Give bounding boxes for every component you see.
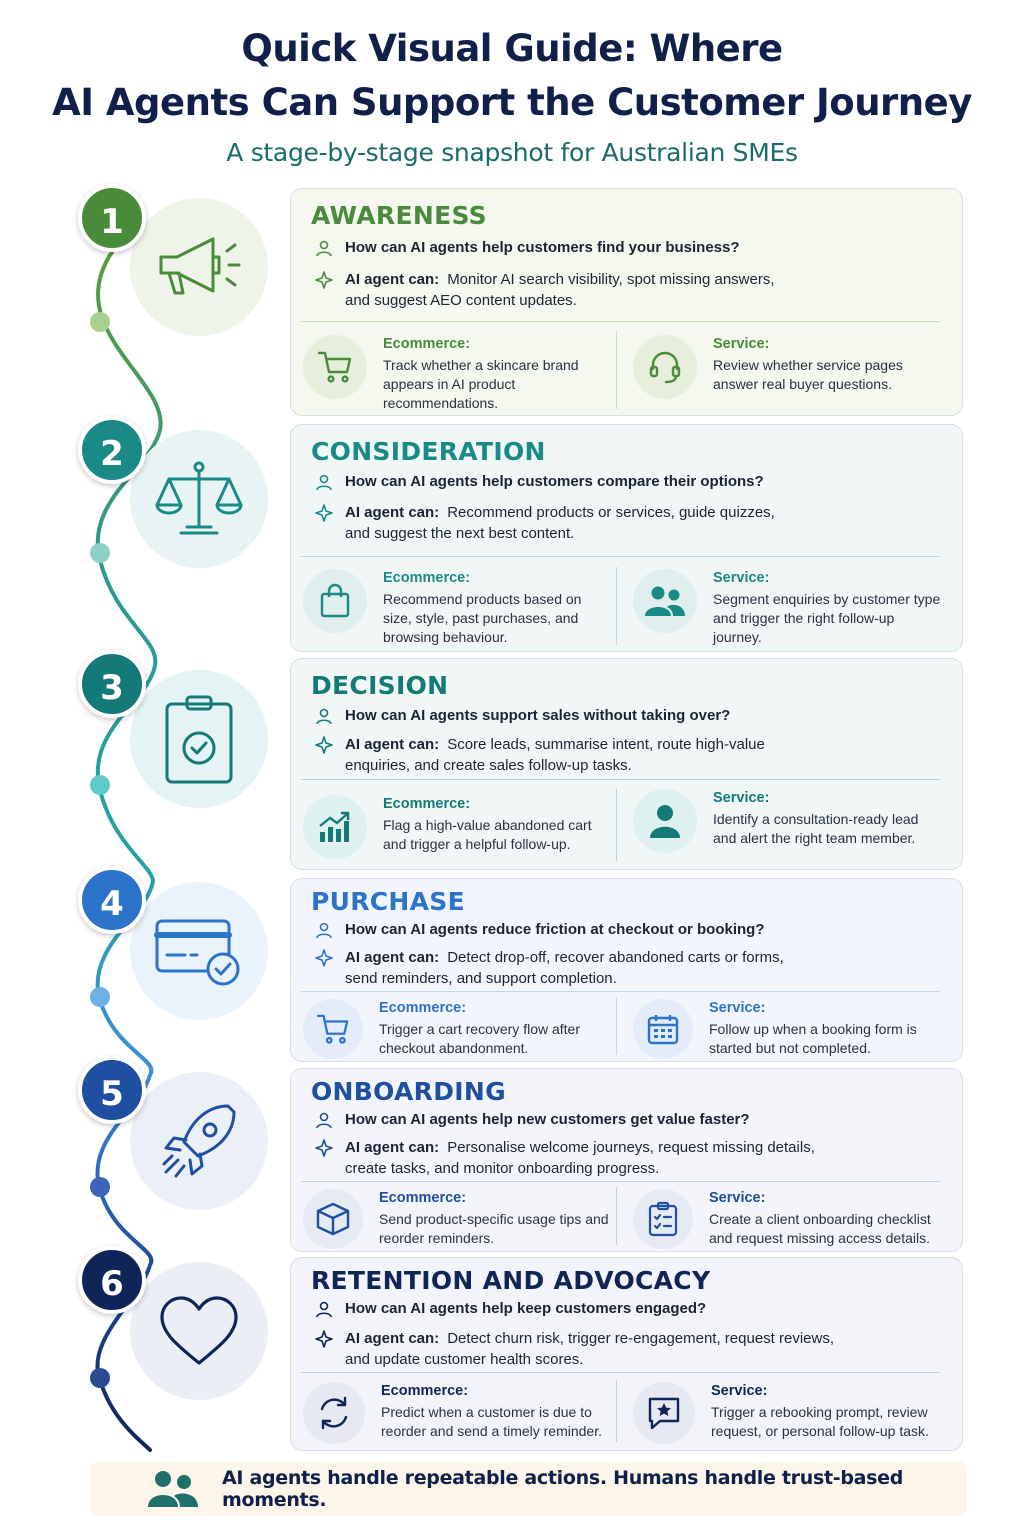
stage-icon-circle (130, 430, 268, 568)
column-divider (616, 567, 617, 645)
agent-text-line1: Detect drop-off, recover abandoned carts or forms, (447, 949, 784, 966)
stage-title: DECISION (311, 671, 449, 700)
stage-number: 4 (78, 866, 146, 934)
agent-text-line2: enquiries, and create sales follow-up tasks. (345, 757, 632, 774)
agent-text-line2: and update customer health scores. (345, 1351, 584, 1368)
ecommerce-text: Recommend products based on size, style, past purchases, and browsing behaviour. (383, 591, 582, 645)
ecommerce-example (303, 795, 613, 859)
service-text: Follow up when a booking form is started but not completed. (709, 1021, 917, 1056)
agent-text-line1: Detect churn risk, trigger re-engagement, request reviews, (447, 1330, 835, 1347)
agent-label: AI agent can: (345, 271, 440, 288)
service-label: Service: (709, 1000, 766, 1016)
agent-text-line2: and suggest the next best content. (345, 525, 575, 542)
heart-icon (157, 1293, 241, 1369)
service-text: Identify a consultation-ready lead and alert the right team member. (713, 811, 919, 846)
question-row (313, 1109, 750, 1130)
agent-text-line2: create tasks, and monitor onboarding progress. (345, 1160, 660, 1177)
agent-text-line2: send reminders, and support completion. (345, 970, 617, 987)
stage-card (290, 1257, 963, 1451)
rocket-icon (156, 1098, 242, 1184)
service-example (633, 335, 943, 399)
stage-card (290, 424, 963, 652)
stage-title: AWARENESS (311, 201, 487, 230)
agent-label: AI agent can: (345, 736, 440, 753)
ecommerce-text: Flag a high-value abandoned cart and trigger a helpful follow-up. (383, 817, 592, 852)
column-divider (616, 331, 617, 409)
agent-text-line1: Recommend products or services, guide quizzes, (447, 504, 775, 521)
stage-number: 3 (78, 650, 146, 718)
sub-icon-circle (303, 999, 363, 1059)
question-text: How can AI agents help new customers get value faster? (345, 1111, 750, 1128)
agent-label: AI agent can: (345, 949, 440, 966)
question-row (313, 1298, 706, 1319)
divider (301, 779, 940, 780)
sub-icon-circle (633, 335, 697, 399)
footer-text: AI agents handle repeatable actions. Humans handle trust-based moments. (222, 1467, 904, 1511)
service-text: Review whether service pages answer real buyer questions. (713, 357, 903, 392)
ecommerce-label: Ecommerce: (379, 1190, 467, 1206)
question-row (313, 237, 740, 258)
ecommerce-example (303, 1189, 609, 1249)
column-divider (616, 997, 617, 1055)
question-text: How can AI agents help keep customers engaged? (345, 1300, 707, 1317)
stage-icon-circle (130, 1262, 268, 1400)
title-line-2: AI Agents Can Support the Customer Journey (52, 81, 972, 124)
agent-row (313, 734, 765, 776)
divider (301, 1372, 940, 1373)
person-icon (313, 237, 335, 258)
users-icon (643, 584, 687, 618)
stage-number: 2 (78, 416, 146, 484)
ecommerce-example (303, 569, 613, 647)
service-text: Trigger a rebooking prompt, review request, or personal follow-up task. (711, 1404, 929, 1439)
divider (301, 321, 940, 322)
ecommerce-text: Trigger a cart recovery flow after checkout abandonment. (379, 1021, 580, 1056)
stage-icon-circle (130, 198, 268, 336)
agent-text-line1: Monitor AI search visibility, spot missing answers, (447, 271, 775, 288)
stage-icon-circle (130, 882, 268, 1020)
ecommerce-text: Predict when a customer is due to reorder and send a timely reminder. (381, 1404, 602, 1439)
agent-text-line1: Score leads, summarise intent, route high-value (447, 736, 765, 753)
page-subtitle: A stage-by-stage snapshot for Australian SMEs (226, 138, 798, 167)
ecommerce-text: Send product-specific usage tips and reorder reminders. (379, 1211, 609, 1246)
sub-icon-circle (303, 795, 367, 859)
question-row (313, 919, 765, 940)
service-label: Service: (713, 336, 770, 352)
sub-icon-circle (303, 1189, 363, 1249)
ecommerce-text: Track whether a skincare brand appears in AI product recommendations. (383, 357, 579, 411)
stage-card (290, 658, 963, 870)
stage-title: PURCHASE (311, 887, 465, 916)
stage-number: 5 (78, 1056, 146, 1124)
stage-title: RETENTION AND ADVOCACY (311, 1266, 711, 1295)
person-icon (313, 1109, 335, 1130)
question-text: How can AI agents help customers find your business? (345, 239, 740, 256)
agent-text-line1: Personalise welcome journeys, request missing details, (447, 1139, 815, 1156)
service-label: Service: (709, 1190, 766, 1206)
ecommerce-label: Ecommerce: (379, 1000, 467, 1016)
megaphone-icon (151, 227, 247, 307)
divider (301, 556, 940, 557)
page-title (0, 22, 1024, 130)
clipboard-check-icon (159, 692, 239, 786)
growth-chart-icon (317, 810, 353, 844)
question-text: How can AI agents reduce friction at checkout or booking? (345, 921, 765, 938)
service-example (633, 1382, 941, 1444)
stage-number: 1 (78, 184, 146, 252)
sub-icon-circle (303, 1382, 365, 1444)
sub-icon-circle (633, 1189, 693, 1249)
agent-row (313, 502, 775, 544)
sparkle-icon (313, 1328, 335, 1349)
stage-icon-circle (130, 1072, 268, 1210)
credit-card-check-icon (151, 913, 247, 989)
sub-icon-circle (303, 569, 367, 633)
sparkle-icon (313, 502, 335, 523)
sub-icon-circle (633, 999, 693, 1059)
stage-card (290, 188, 963, 416)
sub-icon-circle (633, 569, 697, 633)
question-text: How can AI agents help customers compare their options? (345, 473, 764, 490)
scales-icon (151, 457, 247, 541)
person-icon (313, 705, 335, 726)
sparkle-icon (313, 734, 335, 755)
agent-label: AI agent can: (345, 1330, 440, 1347)
ecommerce-label: Ecommerce: (383, 570, 471, 586)
ecommerce-label: Ecommerce: (381, 1383, 469, 1399)
shopping-cart-icon (316, 1013, 350, 1045)
stage-icon-circle (130, 670, 268, 808)
agent-row (313, 1137, 815, 1179)
service-text: Create a client onboarding checklist and request missing access details. (709, 1211, 931, 1246)
agent-row (313, 269, 775, 311)
service-text: Segment enquiries by customer type and trigger the right follow-up journey. (713, 591, 941, 645)
box-icon (315, 1201, 351, 1237)
stage-card (290, 1068, 963, 1252)
title-line-1: Quick Visual Guide: Where (241, 27, 783, 70)
ecommerce-example (303, 999, 609, 1059)
stage-title: ONBOARDING (311, 1077, 506, 1106)
refresh-icon (316, 1395, 352, 1431)
agent-row (313, 1328, 834, 1370)
service-label: Service: (711, 1383, 768, 1399)
service-example (633, 789, 943, 853)
sparkle-icon (313, 947, 335, 968)
service-label: Service: (713, 790, 770, 806)
person-icon (313, 919, 335, 940)
stage-title: CONSIDERATION (311, 437, 546, 466)
sparkle-icon (313, 1137, 335, 1158)
column-divider (616, 789, 617, 861)
footer-banner (90, 1462, 967, 1516)
headset-icon (647, 349, 683, 385)
service-label: Service: (713, 570, 770, 586)
agent-row (313, 947, 784, 989)
header (0, 22, 1024, 167)
divider (301, 1181, 940, 1182)
agent-text-line2: and suggest AEO content updates. (345, 292, 577, 309)
sparkle-icon (313, 269, 335, 290)
service-example (633, 1189, 939, 1249)
ecommerce-label: Ecommerce: (383, 336, 471, 352)
person-icon (313, 1298, 335, 1319)
stage-card (290, 878, 963, 1062)
person-icon (313, 471, 335, 492)
shopping-cart-icon (317, 350, 353, 384)
divider (301, 991, 940, 992)
column-divider (616, 1380, 617, 1442)
checklist-icon (647, 1201, 679, 1237)
star-message-icon (646, 1395, 682, 1431)
calendar-icon (646, 1012, 680, 1046)
question-text: How can AI agents support sales without taking over? (345, 707, 731, 724)
stage-number: 6 (78, 1246, 146, 1314)
question-row (313, 471, 764, 492)
sub-icon-circle (303, 335, 367, 399)
agent-label: AI agent can: (345, 504, 440, 521)
question-row (313, 705, 730, 726)
service-example (633, 569, 943, 647)
ecommerce-example (303, 1382, 611, 1444)
shopping-bag-icon (318, 583, 352, 619)
sub-icon-circle (633, 1382, 695, 1444)
sub-icon-circle (633, 789, 697, 853)
team-icon (146, 1469, 200, 1509)
ecommerce-label: Ecommerce: (383, 796, 471, 812)
person-icon (648, 803, 682, 839)
agent-label: AI agent can: (345, 1139, 440, 1156)
ecommerce-example (303, 335, 613, 413)
column-divider (616, 1187, 617, 1245)
service-example (633, 999, 939, 1059)
